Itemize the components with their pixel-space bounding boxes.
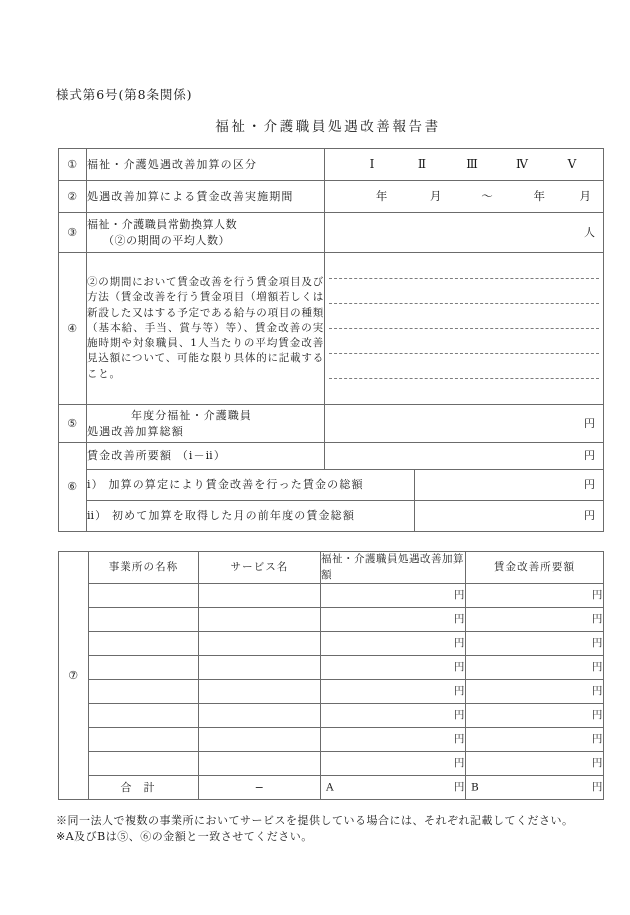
total-addition-amount-cell[interactable] bbox=[321, 776, 466, 800]
cell-required-amount[interactable]: 円 bbox=[466, 584, 604, 608]
cell-service-name[interactable] bbox=[199, 584, 321, 608]
cell-service-name[interactable] bbox=[199, 632, 321, 656]
row-number-6: ⑥ bbox=[59, 443, 87, 532]
addition-total-input-cell[interactable] bbox=[325, 405, 604, 443]
row-label-required-i: ⅰ） 加算の算定により賃金改善を行った賃金の総額 bbox=[87, 470, 415, 501]
required-total-unit: 円 bbox=[584, 449, 596, 463]
table-row bbox=[59, 728, 604, 752]
period-field-group bbox=[325, 188, 603, 205]
table-row bbox=[59, 656, 604, 680]
row-label-headcount bbox=[87, 213, 325, 253]
option-roman-1[interactable]: Ⅰ bbox=[369, 156, 375, 171]
cell-addition-amount[interactable]: 円 bbox=[321, 704, 466, 728]
required-i-input-cell[interactable] bbox=[415, 470, 604, 501]
cell-addition-amount[interactable]: 円 bbox=[321, 728, 466, 752]
table-row bbox=[59, 704, 604, 728]
offices-table bbox=[58, 551, 604, 800]
cell-office-name[interactable] bbox=[89, 584, 199, 608]
period-end-month-label[interactable]: 月 bbox=[579, 189, 592, 204]
total-tag-a: A bbox=[326, 780, 335, 793]
period-end-year-label[interactable]: 年 bbox=[533, 189, 545, 204]
cell-office-name[interactable] bbox=[89, 680, 199, 704]
category-options-cell[interactable] bbox=[325, 149, 604, 181]
table-row bbox=[59, 680, 604, 704]
row-label-category: 福祉・介護処遇改善加算の区分 bbox=[87, 149, 325, 181]
required-ii-input-cell[interactable] bbox=[415, 501, 604, 532]
cell-office-name[interactable] bbox=[89, 704, 199, 728]
col-header-addition-amount: 福祉・介護職員処遇改善加算額 bbox=[321, 552, 466, 584]
cell-addition-amount[interactable]: 円 bbox=[321, 680, 466, 704]
offices-table-header-row bbox=[59, 552, 604, 584]
headcount-unit: 人 bbox=[584, 225, 596, 239]
cell-required-amount[interactable]: 円 bbox=[466, 680, 604, 704]
document-title: 福祉・介護職員処遇改善報告書 bbox=[215, 119, 441, 135]
table-row bbox=[59, 608, 604, 632]
writing-line[interactable] bbox=[329, 354, 599, 379]
row-number-3: ③ bbox=[59, 213, 87, 253]
row-label-required-total: 賃金改善所要額 （ⅰ－ⅱ） bbox=[87, 443, 325, 470]
addition-total-unit: 円 bbox=[584, 416, 596, 430]
total-required-amount-cell[interactable] bbox=[466, 776, 604, 800]
required-total-input-cell[interactable] bbox=[325, 443, 604, 470]
roman-option-group bbox=[325, 156, 603, 173]
headcount-input-cell[interactable] bbox=[325, 213, 604, 253]
cell-office-name[interactable] bbox=[89, 656, 199, 680]
offices-total-row bbox=[59, 776, 604, 800]
main-form-table bbox=[58, 148, 604, 532]
option-roman-2[interactable]: Ⅱ bbox=[417, 156, 427, 171]
table-row-improvement-detail bbox=[59, 253, 604, 405]
row-label-improvement-detail: ②の期間において賃金改善を行う賃金項目及び方法（賃金改善を行う賃金項目（増額若しくは新設した又はする予定である給与の項目の種類（基本給、手当、賞与等）等）、賃金改善の実施時期や対象職員、1人当たりの平均賃金改善見込額について、可能な限り具体的に記載すること。 bbox=[87, 253, 325, 405]
cell-office-name[interactable] bbox=[89, 632, 199, 656]
table-row-required-total bbox=[59, 443, 604, 470]
total-addition-yen: 円 bbox=[453, 780, 465, 793]
addition-total-label-line2: 処遇改善加算総額 bbox=[87, 424, 184, 438]
total-required-yen: 円 bbox=[591, 780, 603, 793]
row-number-4: ④ bbox=[59, 253, 87, 405]
cell-service-name[interactable] bbox=[199, 608, 321, 632]
col-header-service-name: サービス名 bbox=[199, 552, 321, 584]
required-ii-unit: 円 bbox=[584, 509, 596, 523]
cell-addition-amount[interactable]: 円 bbox=[321, 632, 466, 656]
cell-addition-amount[interactable]: 円 bbox=[321, 656, 466, 680]
table-row-period bbox=[59, 181, 604, 213]
total-row-service-dash: − bbox=[199, 776, 321, 800]
headcount-label-line1: 福祉・介護職員常勤換算人数 bbox=[87, 217, 238, 231]
table-row bbox=[59, 632, 604, 656]
row-label-addition-total bbox=[87, 405, 325, 443]
writing-line[interactable] bbox=[329, 254, 599, 279]
form-code-label: 様式第6号(第8条関係) bbox=[56, 87, 193, 102]
total-row-label: 合計 bbox=[89, 776, 199, 800]
cell-required-amount[interactable]: 円 bbox=[466, 728, 604, 752]
table-row-headcount bbox=[59, 213, 604, 253]
period-start-year-label[interactable]: 年 bbox=[375, 189, 388, 204]
option-roman-3[interactable]: Ⅲ bbox=[466, 156, 478, 171]
writing-line[interactable] bbox=[329, 279, 599, 304]
row-number-1: ① bbox=[59, 149, 87, 181]
total-tag-b: B bbox=[471, 780, 480, 793]
row-label-required-ii: ⅱ） 初めて加算を取得した月の前年度の賃金総額 bbox=[87, 501, 415, 532]
footnote-1: ※同一法人で複数の事業所においてサービスを提供している場合には、それぞれ記載してください。 bbox=[56, 814, 574, 827]
cell-addition-amount[interactable]: 円 bbox=[321, 608, 466, 632]
cell-required-amount[interactable]: 円 bbox=[466, 656, 604, 680]
row-number-5: ⑤ bbox=[59, 405, 87, 443]
table-row-required-ii bbox=[59, 501, 604, 532]
writing-lines-group bbox=[325, 254, 603, 404]
writing-line[interactable] bbox=[329, 379, 599, 404]
row-number-2: ② bbox=[59, 181, 87, 213]
cell-service-name[interactable] bbox=[199, 656, 321, 680]
writing-line[interactable] bbox=[329, 329, 599, 354]
cell-service-name[interactable] bbox=[199, 728, 321, 752]
cell-office-name[interactable] bbox=[89, 752, 199, 776]
headcount-label-line2: （②の期間の平均人数） bbox=[103, 233, 231, 247]
table-row-addition-total bbox=[59, 405, 604, 443]
cell-service-name[interactable] bbox=[199, 752, 321, 776]
cell-addition-amount[interactable]: 円 bbox=[321, 584, 466, 608]
table-row-category bbox=[59, 149, 604, 181]
cell-office-name[interactable] bbox=[89, 728, 199, 752]
option-roman-4[interactable]: Ⅳ bbox=[516, 156, 528, 171]
improvement-detail-input-cell[interactable] bbox=[325, 253, 604, 405]
writing-line[interactable] bbox=[329, 304, 599, 329]
table-row bbox=[59, 584, 604, 608]
required-i-unit: 円 bbox=[584, 478, 596, 492]
cell-required-amount[interactable]: 円 bbox=[466, 608, 604, 632]
col-header-office-name: 事業所の名称 bbox=[89, 552, 199, 584]
addition-total-label-line1: 年度分福祉・介護職員 bbox=[131, 408, 252, 422]
footnote-2: ※A及びBは⑤、⑥の金額と一致させてください。 bbox=[56, 829, 313, 843]
cell-required-amount[interactable]: 円 bbox=[466, 704, 604, 728]
period-start-month-label[interactable]: 月 bbox=[429, 189, 442, 204]
cell-required-amount[interactable]: 円 bbox=[466, 632, 604, 656]
period-input-cell[interactable] bbox=[325, 181, 604, 213]
col-header-required-amount: 賃金改善所要額 bbox=[466, 552, 604, 584]
cell-service-name[interactable] bbox=[199, 680, 321, 704]
cell-required-amount[interactable]: 円 bbox=[466, 752, 604, 776]
table-row-required-i bbox=[59, 470, 604, 501]
cell-office-name[interactable] bbox=[89, 608, 199, 632]
cell-addition-amount[interactable]: 円 bbox=[321, 752, 466, 776]
row-label-period: 処遇改善加算による賃金改善実施期間 bbox=[87, 181, 325, 213]
cell-service-name[interactable] bbox=[199, 704, 321, 728]
footnotes bbox=[56, 813, 612, 844]
option-roman-5[interactable]: Ⅴ bbox=[567, 156, 577, 171]
table-row bbox=[59, 752, 604, 776]
row-number-7: ⑦ bbox=[59, 552, 89, 800]
period-range-separator: 〜 bbox=[481, 189, 493, 204]
